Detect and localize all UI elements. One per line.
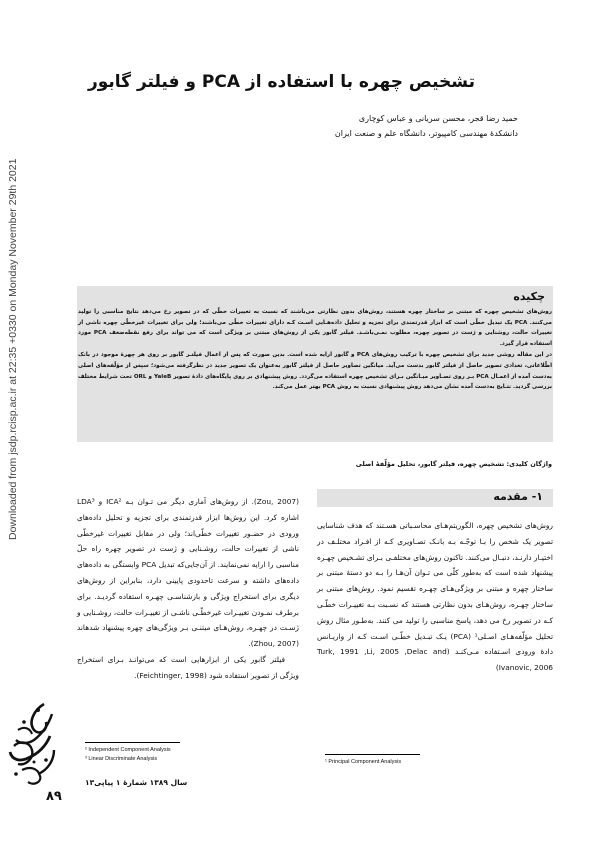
paper-title: تشخیص چهره با استفاده از PCA و فیلتر گابور [87,72,475,92]
page-number: ۸۹ [46,789,62,804]
left-footnote-rule [85,742,180,743]
abstract-paragraph-1: روش‌های تشخیص چهره که مبتنی بر ساختار چهره هستند، روش‌های بدون نظارتی می‌باشند که نسبت به تغییرات خطّی که در تصویر رخ می‌دهد نتایج مناسبی را تولید می‌کنند. PCA یک تبدیل خطّی است که ابزار قدرتمندی برای تجزیه و تحلیل داده‌هـایی اسـت کـه دارای تغییرات خطّی می‌باشند؛ ولی برای تغییرات غیرخطّی چهره ناشی از تغییرات حالت، روشنایی و ژست در تصویر چهره، مطلوب نمـی‌باشـد. فیلتر گابور یکی از روش‌های مبتنی بر ویژگی است که می تواند برای رفع نقطه‌ضعف PCA مورد استفاده قرار گیرد. [78,309,552,347]
journal-logo [4,700,62,786]
keywords-line: واژگان کلیدی: تشخیص چهره، فیلتر گابور، تحلیل مؤلّفهٔ اصلی [355,460,552,468]
abstract-heading: چکیده [513,290,545,303]
right-footnote-rule [325,754,420,755]
author-affiliation: دانشکدهٔ مهندسی کامپیوتر، دانشگاه علم و صنعت ایران [334,129,518,138]
left-column-paragraph-1: (Zou, 2007). از روش‌های آماری دیگر می تـوان بـه ICA² و LDA³ اشاره کرد. این روش‌ها ابزار قدرتمندی برای تجزیه و تحلیل داده‌های ورودی در حضـور تغییرات خطّی‌اند؛ ولی در مقابل تغییرات غیرخطّی ناشی از تغییرات حالت، روشـنایی و ژست در تصویر چهره راه حلّ مناسبی را ارایه نمی‌نمایند. از آن‌جایی‌که تبدیل PCA وابستگی به داده‌های داده‌های داشته و سرعت تاحدودی پایینی دارد، بنابراین از روش‌های دیگری برای استخراج ویژگی و بازشناسـی چهـره استفاده گردیـد. برای برطرف نمـودن تغییـرات غیرخطّـی ناشـی از تغییـرات حالت، روشـنایی و ژسـت در چهـره، روش‌هـای مبتنـی بـر ویژگی‌های چهره پیشنهاد شدهاند (Zhou, 2007). [77,497,299,649]
abstract-paragraph-2: در این مقاله روشی جدید برای تشخیص چهره با ترکیب روش‌های PCA و گابور ارایه شده است. بدین صورت که پس از اعمال فیلتـر گابور بر روی هر چهرهٔ موجود در بانک اطّلاعاتی، تعدادی تصویر حاصل از فیلتر گابور بدست می‌آید. میانگین تصاویر حاصل از فیلتر گابور به‌عنوان یک تصویر جدید در نظرگرفته می‌شود؛ سپس از مؤلّفه‌های اصلی به‌دست آمده از اعمـال PCA بـر روی تصـاویر میـانگین بـرای تشخیص چهره استفاده می‌گردد. روش پیشنهادی بر روی پایگاه‌های دادهٔ تصویر YaleB و ORL تحت شرایط مختلف بررسی گردید. نتـایج به‌دست آمده نشان می‌دهد روش پیشنهادی نسبت به روش PCA بهتر عمل می‌کند. [78,352,553,391]
intro-left-column [77,494,299,684]
paper-authors: حمید رضا قجر، محسن سریانی و عباس کوچاری [358,114,518,123]
intro-paragraph: روش‌های تشخیص چهره، الگوریتم‌هـای محاسـباتی هسـتند که هدف شناسایی تصویر یک شخص را بـا توجّـه بـه بانـک تصـاویری کـه از افـراد مختلـف در اختیـار دارنـد، دنبـال می‌کنند. تاکنون روش‌های مختلفـی بـرای تشـخیص چهـره پیشنهاد شده است که به‌طور کلّی می تـوان آن‌هـا را بـه دو دستهٔ مبتنی بر ساختار چهره و مبتنی بر ویژگی‌هـای چهـره تقسیم نمود. روش‌های مبتنی بر ساختار چهـره، روش‌هـای بدون نظارتی هستند که نسـبت بـه تغییـرات خطّـی کـه در تصویر رخ می دهد، پاسخ مناسبی را تولید می کنند. به‌طـور مثال روش تحلیل مؤلّفه‌هـای اصـلی¹ (PCA) یـک تبـدیل خطّـی اسـت کـه از واریـانس دادهٔ ورودی اسـتفاده مـی‌کنـد (Turk, 1991 ,Li, 2005 ,Delac and Ivanovic, 2006) [317,521,554,673]
footnote-ica: ² Independent Component Analysis [85,747,171,753]
download-watermark [2,20,24,540]
footnote-lda: ³ Linear Discriminate Analysis [85,755,158,762]
abstract-body [78,307,552,394]
footnote-pca: ¹ Principal Component Analysis [325,759,402,765]
journal-issue: سال ۱۳۸۹ شمارهٔ ۱ پیاپی۱۳ [85,778,188,787]
left-footnotes [85,746,171,763]
right-footnotes [325,759,401,765]
left-column-paragraph-2: فیلتر گابور یکی از ابزارهایی است که می‌توانـد بـرای استخراج ویژگی از تصویر استفاده شود (Feichtinger, 1998). [77,654,299,680]
watermark-text: Downloaded from jsdp.rcisp.ac.ir at 22:35 +0330 on Monday November 29th 2021 [7,158,19,540]
intro-right-column [317,518,553,676]
intro-heading: ۱- مقدمه [493,490,543,503]
